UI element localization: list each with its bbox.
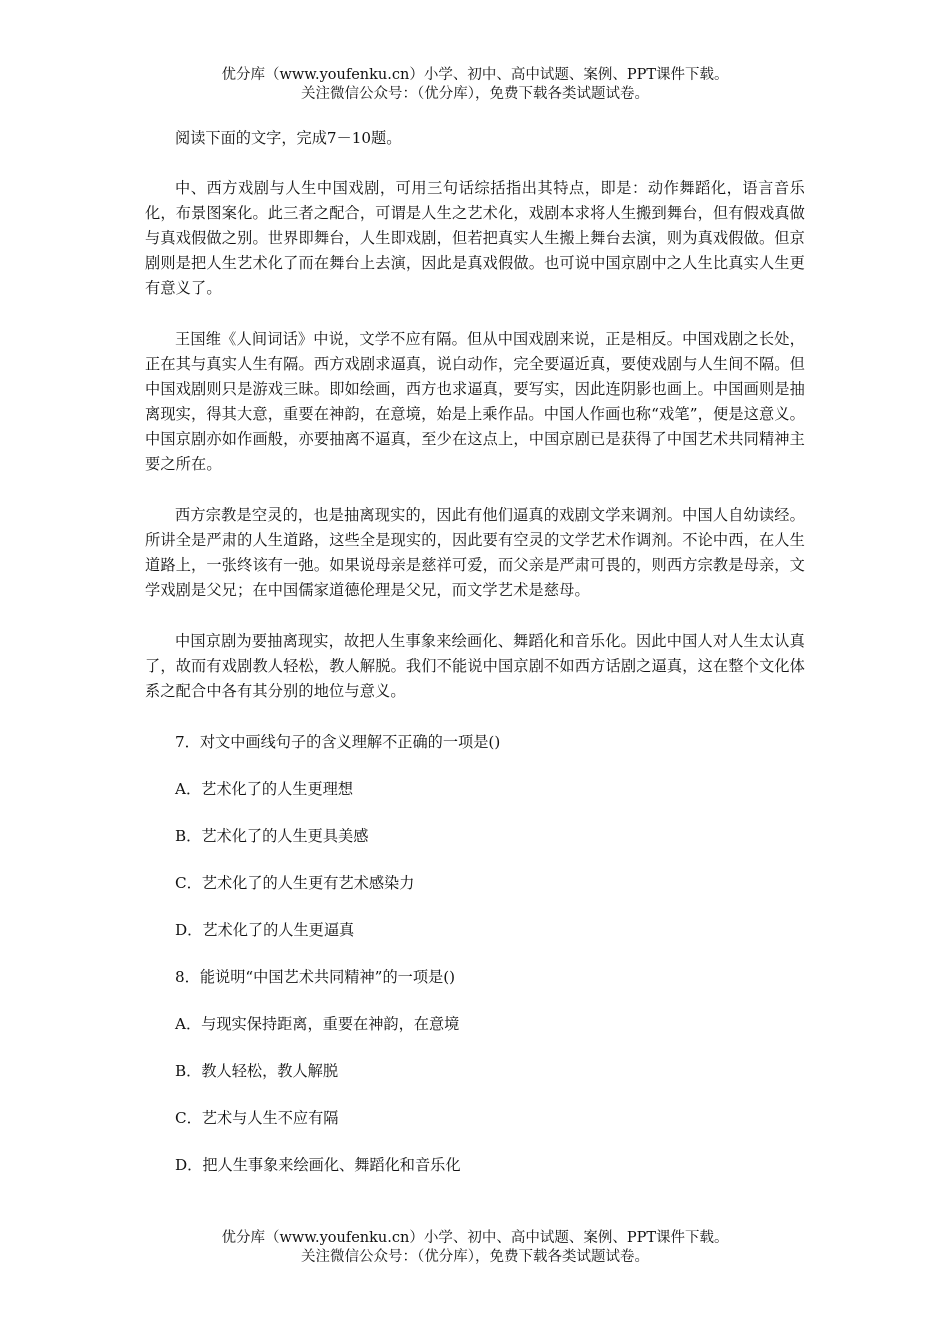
question-8-option-b: B．教人轻松，教人解脱 <box>175 1062 339 1080</box>
reading-instruction: 阅读下面的文字，完成7－10题。 <box>175 129 402 147</box>
question-8-option-a: A．与现实保持距离，重要在神韵，在意境 <box>175 1015 460 1033</box>
page-header <box>0 66 950 104</box>
header-line-2: 关注微信公众号：（优分库），免费下载各类试题试卷。 <box>301 86 649 102</box>
question-7-option-a: A．艺术化了的人生更理想 <box>175 780 354 798</box>
question-8-option-d: D．把人生事象来绘画化、舞蹈化和音乐化 <box>175 1156 461 1174</box>
question-7-stem: 7．对文中画线句子的含义理解不正确的一项是() <box>175 733 501 751</box>
question-list <box>145 730 805 1177</box>
page-footer <box>0 1229 950 1267</box>
paragraph-2: 王国维《人间词话》中说，文学不应有隔。但从中国戏剧来说，正是相反。中国戏剧之长处，正在其与真实人生有隔。西方戏剧求逼真，说白动作，完全要逼近真，要使戏剧与人生间不隔。但中国戏剧则只是游戏三昧。即如绘画，西方也求逼真，要写实，因此连阴影也画上。中国画则是抽离现实，得其大意，重要在神韵，在意境，始是上乘作品。中国人作画也称“戏笔”，便是这意义。中国京剧亦如作画般，亦要抽离不逼真，至少在这点上，中国京剧已是获得了中国艺术共同精神主要之所在。 <box>145 330 806 473</box>
question-7-option-b: B．艺术化了的人生更具美感 <box>175 827 369 845</box>
question-8-option-c: C．艺术与人生不应有隔 <box>175 1109 339 1127</box>
header-line-1: 优分库（www.youfenku.cn）小学、初中、高中试题、案例、PPT课件下载。 <box>221 67 729 83</box>
paragraph-3: 西方宗教是空灵的，也是抽离现实的，因此有他们逼真的戏剧文学来调剂。中国人自幼读经。所讲全是严肃的人生道路，这些全是现实的，因此要有空灵的文学艺术作调剂。不论中西，在人生道路上，一张终该有一弛。如果说母亲是慈祥可爱，而父亲是严肃可畏的，则西方宗教是母亲，文学戏剧是父兄；在中国儒家道德伦理是父兄，而文学艺术是慈母。 <box>145 506 805 599</box>
footer-line-2: 关注微信公众号：（优分库），免费下载各类试题试卷。 <box>301 1249 649 1265</box>
document-body <box>145 126 805 1200</box>
question-8-stem: 8．能说明“中国艺术共同精神”的一项是() <box>175 968 456 986</box>
footer-line-1: 优分库（www.youfenku.cn）小学、初中、高中试题、案例、PPT课件下载。 <box>221 1230 729 1246</box>
question-7-option-c: C．艺术化了的人生更有艺术感染力 <box>175 874 415 892</box>
paragraph-4: 中国京剧为要抽离现实，故把人生事象来绘画化、舞蹈化和音乐化。因此中国人对人生太认真了，故而有戏剧教人轻松，教人解脱。我们不能说中国京剧不如西方话剧之逼真，这在整个文化体系之配合中各有其分别的地位与意义。 <box>145 632 805 700</box>
question-7-option-d: D．艺术化了的人生更逼真 <box>175 921 355 939</box>
paragraph-1: 中、西方戏剧与人生中国戏剧，可用三句话综括指出其特点，即是：动作舞蹈化，语言音乐化，布景图案化。此三者之配合，可谓是人生之艺术化，戏剧本求将人生搬到舞台，但有假戏真做与真戏假做之别。世界即舞台，人生即戏剧，但若把真实人生搬上舞台去演，则为真戏假做。但京剧则是把人生艺术化了而在舞台上去演，因此是真戏假做。也可说中国京剧中之人生比真实人生更有意义了。 <box>145 179 805 297</box>
